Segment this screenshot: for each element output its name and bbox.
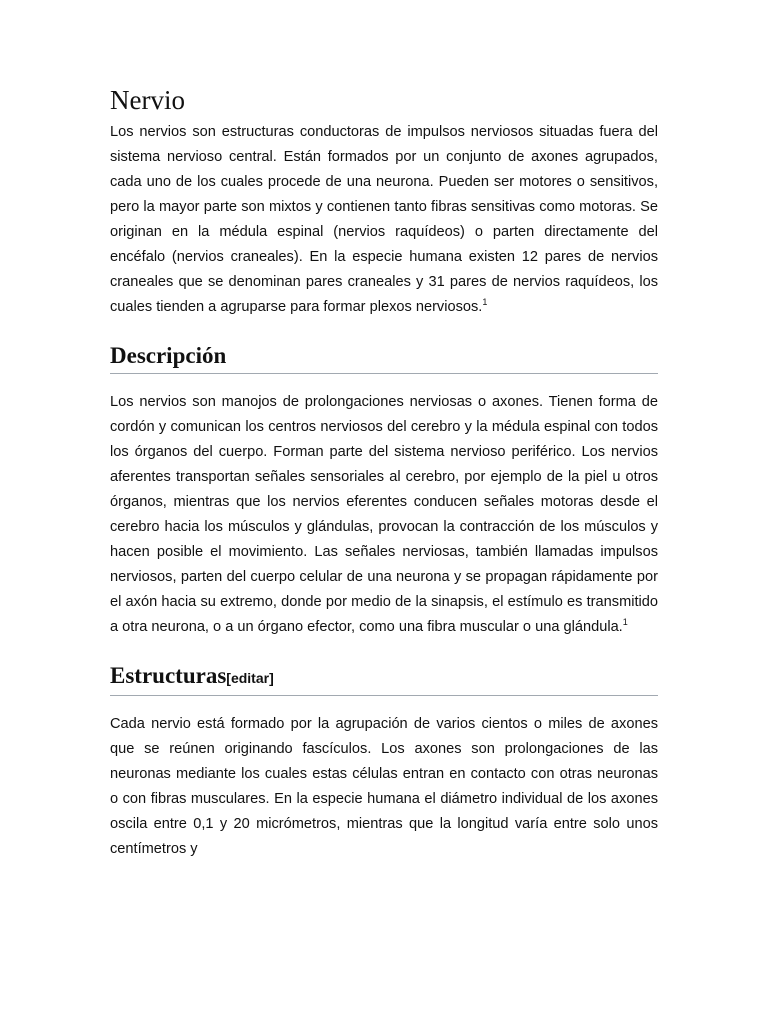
descripcion-paragraph — [110, 390, 658, 640]
article-content — [110, 80, 658, 862]
reference-marker[interactable]: 1 — [482, 297, 488, 308]
section-heading-text: Descripción — [110, 343, 227, 368]
page-title: Nervio — [110, 85, 185, 115]
section-heading-text: Estructuras — [110, 663, 227, 688]
intro-paragraph — [110, 120, 658, 320]
section-heading-estructuras — [110, 661, 658, 696]
reference-marker[interactable]: 1 — [622, 617, 628, 628]
edit-link[interactable]: [editar] — [226, 670, 274, 686]
descripcion-text: Los nervios son manojos de prolongaciones nerviosas o axones. Tienen forma de cordón y comunican los centros nerviosos del cerebro y la médula espinal con todos los órganos del cuerpo. Forman parte del sistema nervioso periférico. Los nervios aferentes transportan señales sensoriales al cerebro, por ejemplo de la piel u otros órganos, mientras que los nervios eferentes conducen señales motoras desde el cerebro hacia los músculos y glándulas, provocan la contracción de los músculos y hacen posible el movimiento. Las señales nerviosas, también llamadas impulsos nerviosos, parten del cuerpo celular de una neurona y se propagan rápidamente por el axón hacia su extremo, donde por medio de la sinapsis, el estímulo es transmitido a otra neurona, o a un órgano efector, como una fibra muscular o una glándula. — [110, 394, 658, 635]
section-heading-descripcion — [110, 341, 658, 374]
estructuras-paragraph — [110, 712, 658, 862]
estructuras-text: Cada nervio está formado por la agrupación de varios cientos o miles de axones que se reúnen originando fascículos. Los axones son prolongaciones de las neuronas mediante los cuales estas células entran en contacto con otras neuronas o con fibras musculares. En la especie humana el diámetro individual de los axones oscila entre 0,1 y 20 micrómetros, mientras que la longitud varía entre solo unos centímetros y — [110, 716, 658, 857]
intro-text: Los nervios son estructuras conductoras de impulsos nerviosos situadas fuera del sistema nervioso central. Están formados por un conjunto de axones agrupados, cada uno de los cuales procede de una neurona. Pueden ser motores o sensitivos, pero la mayor parte son mixtos y contienen tanto fibras sensitivas como motoras. Se originan en la médula espinal (nervios raquídeos) o parten directamente del encéfalo (nervios craneales). En la especie humana existen 12 pares de nervios craneales que se denominan pares craneales y 31 pares de nervios raquídeos, los cuales tienden a agruparse para formar plexos nerviosos. — [110, 124, 658, 315]
